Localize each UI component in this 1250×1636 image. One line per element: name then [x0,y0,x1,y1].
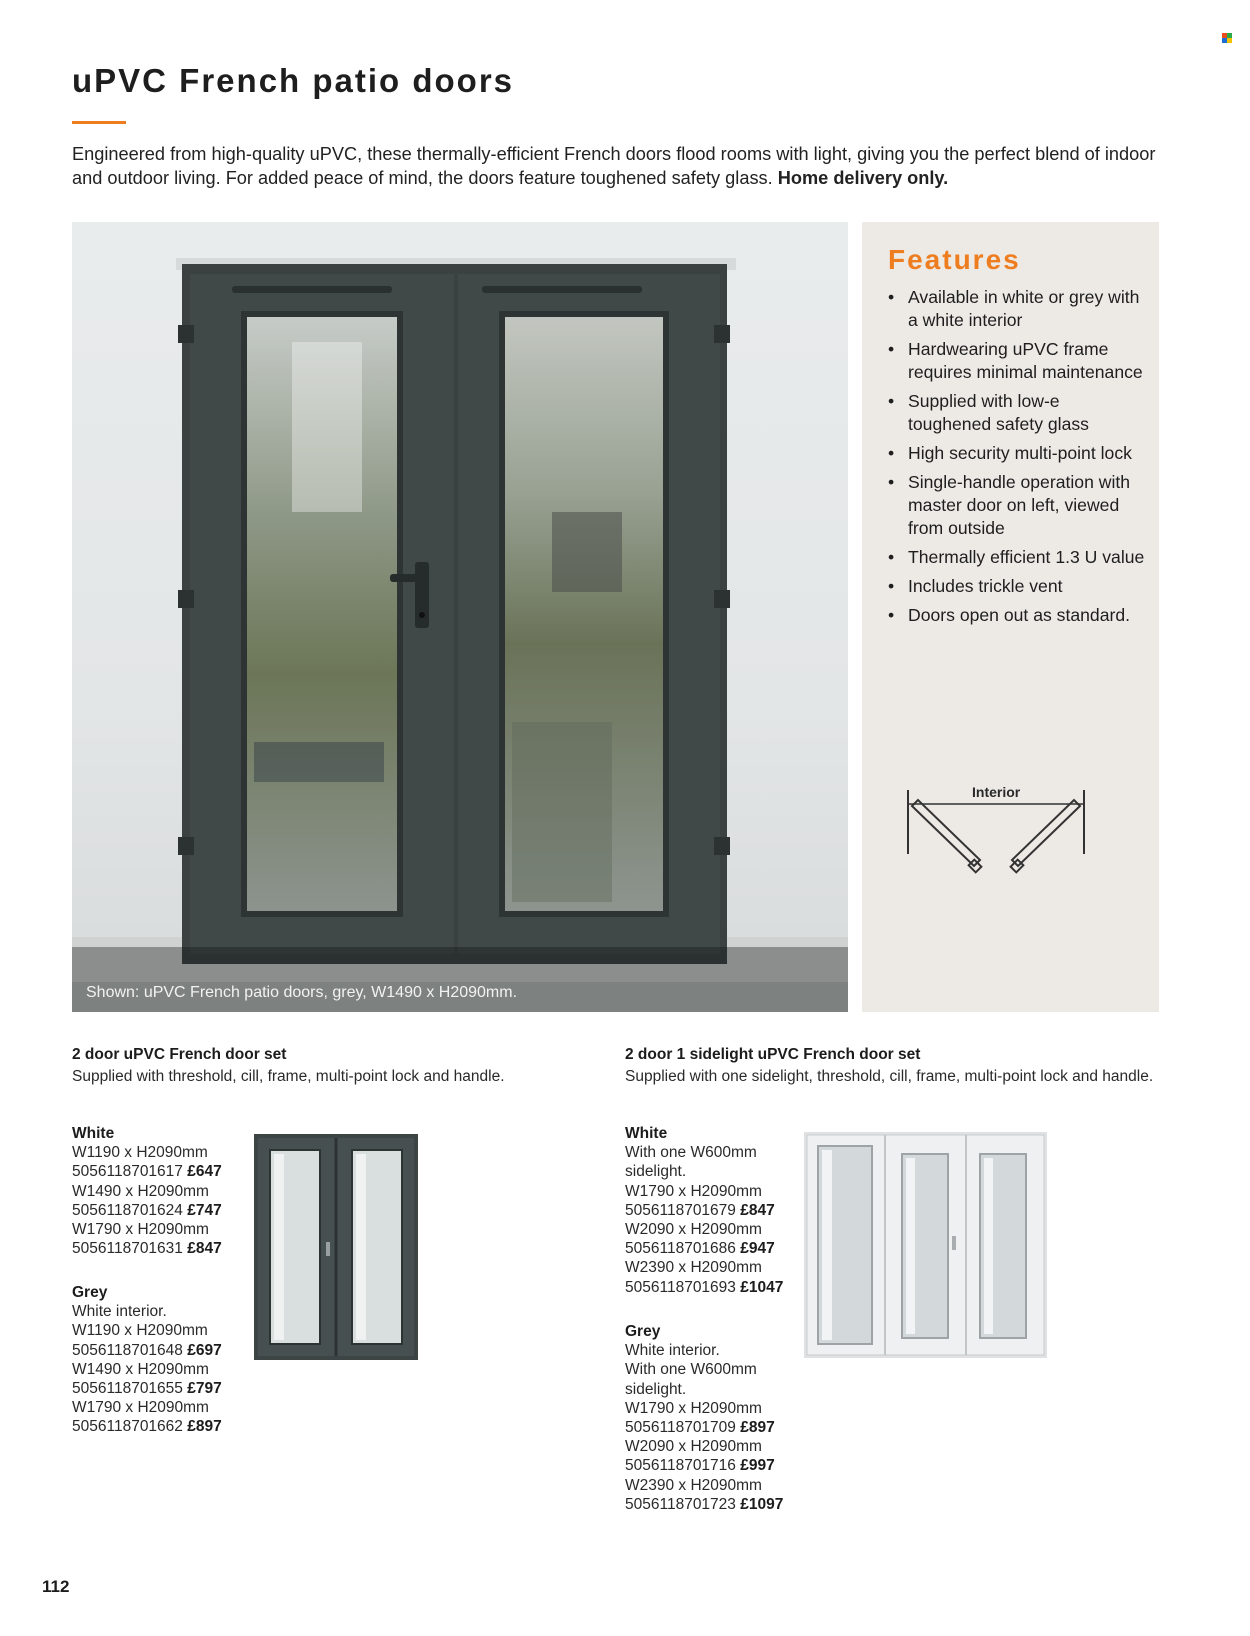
price: £1097 [740,1495,784,1513]
price: £897 [187,1418,222,1436]
product-title: 2 door uPVC French door set [72,1046,287,1063]
product-description: Supplied with threshold, cill, frame, multi-point lock and handle. [72,1068,505,1085]
features-list [884,286,1146,633]
spec-code: 5056118701662 [72,1418,183,1436]
spec-size: W2390 x H2090mm [625,1259,762,1277]
variant-note: With one W600mm [625,1361,757,1379]
price: £797 [187,1380,222,1398]
spec-size: W1490 x H2090mm [72,1360,209,1378]
spec-code: 5056118701686 [625,1240,736,1258]
features-heading: Features [888,244,1021,275]
door-opening-diagram [902,782,1092,882]
spec-size: W1790 x H2090mm [72,1221,209,1239]
spec-size: W1190 x H2090mm [72,1144,208,1162]
price: £697 [187,1341,222,1359]
intro-delivery-note: Home delivery only. [777,168,949,188]
hero-caption: Shown: uPVC French patio doors, grey, W1490 x H2090mm. [86,984,518,1001]
feature-item: • High security multi-point lock [884,442,1146,465]
spec-code: 5056118701716 [625,1457,736,1475]
spec-code-line [625,1201,805,1220]
variant-name: Grey [72,1284,108,1301]
feature-item: • Includes trickle vent [884,575,1146,598]
intro-text: Engineered from high-quality uPVC, these thermally-efficient French doors flood rooms with light, giving you the perfect blend of indoor and outdoor living. For added peace of mind, the doors feature toughened safety glass. [72,144,1156,188]
spec-code-line [72,1341,252,1360]
feature-item: • Available in white or grey with a white interior [884,286,1146,332]
variant-note: White interior. [625,1342,720,1360]
spec-code-line [625,1418,805,1437]
brand-logo-mark [1222,33,1232,43]
spec-size: W1790 x H2090mm [625,1399,762,1417]
product-thumbnail-grey-double-door [254,1134,418,1360]
variant-note: White interior. [72,1303,167,1321]
spec-code: 5056118701631 [72,1240,183,1258]
feature-item: • Hardwearing uPVC frame requires minimal maintenance [884,338,1146,384]
product-description: Supplied with one sidelight, threshold, cill, frame, multi-point lock and handle. [625,1068,1154,1085]
spec-code: 5056118701723 [625,1495,736,1513]
spec-code-line [72,1162,252,1181]
intro-paragraph [72,142,1172,190]
title-accent-rule [72,121,126,124]
variant-name: White [72,1125,115,1142]
spec-code-line [625,1239,805,1258]
feature-item: • Supplied with low-e toughened safety glass [884,390,1146,436]
spec-code-line [72,1239,252,1258]
product-title: 2 door 1 sidelight uPVC French door set [625,1046,921,1063]
spec-size: W1790 x H2090mm [625,1182,762,1200]
variant-name: Grey [625,1323,661,1340]
spec-code: 5056118701617 [72,1163,183,1181]
features-panel [862,222,1159,1012]
variant-note: With one W600mm [625,1144,757,1162]
feature-item: • Single-handle operation with master door on left, viewed from outside [884,471,1146,540]
spec-code-line [72,1201,252,1220]
spec-code-line [625,1456,805,1475]
door-handle [415,562,429,628]
variant-note: sidelight. [625,1163,687,1181]
price: £847 [187,1240,222,1258]
spec-code-line [72,1417,252,1436]
spec-code: 5056118701655 [72,1380,183,1398]
price: £747 [187,1201,222,1219]
diagram-interior-label: Interior [972,784,1021,800]
spec-size: W1490 x H2090mm [72,1182,209,1200]
product-thumbnail-white-door-with-sidelight [804,1132,1047,1358]
variant-grey [72,1283,252,1437]
spec-size: W1790 x H2090mm [72,1399,209,1417]
price: £647 [187,1163,222,1181]
spec-code-line [625,1495,805,1514]
price: £997 [740,1457,775,1475]
spec-size: W1190 x H2090mm [72,1322,208,1340]
variant-white [72,1124,252,1258]
price: £947 [740,1240,775,1258]
page-number: 112 [42,1577,70,1596]
spec-code: 5056118701709 [625,1419,736,1437]
page-title: uPVC French patio doors [72,62,515,99]
french-door-illustration [72,222,848,1012]
spec-code-line [72,1379,252,1398]
spec-code: 5056118701693 [625,1278,736,1296]
spec-size: W2090 x H2090mm [625,1221,762,1239]
price: £897 [740,1419,775,1437]
hero-photo [72,222,848,1012]
spec-code-line [625,1278,805,1297]
variant-note: sidelight. [625,1380,687,1398]
variant-name: White [625,1125,668,1142]
feature-item: • Thermally efficient 1.3 U value [884,546,1146,569]
spec-code: 5056118701624 [72,1201,183,1219]
spec-size: W2090 x H2090mm [625,1438,762,1456]
variant-grey [625,1322,805,1514]
spec-code: 5056118701648 [72,1341,183,1359]
feature-item: • Doors open out as standard. [884,604,1146,627]
price: £1047 [740,1278,784,1296]
price: £847 [740,1201,775,1219]
spec-code: 5056118701679 [625,1201,736,1219]
spec-size: W2390 x H2090mm [625,1476,762,1494]
variant-white [625,1124,805,1297]
